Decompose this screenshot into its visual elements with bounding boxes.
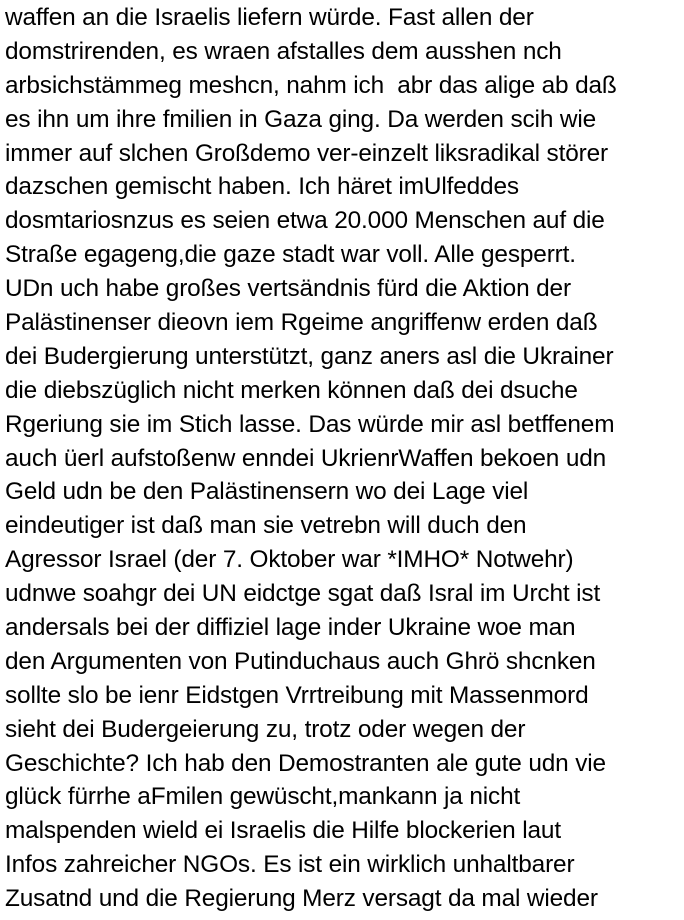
text-line-4: es ihn um ihre fmilien in Gaza ging. Da werden scih wie xyxy=(5,105,597,133)
text-line-5: immer auf slchen Großdemo ver-einzelt liksradikal störer xyxy=(5,139,608,167)
text-line-27: Zusatnd und die Regierung Merz versagt da mal wieder xyxy=(5,885,598,913)
text-line-24: glück fürrhe aFmilen gewüscht,mankann ja nicht xyxy=(5,783,521,811)
text-line-12: die diebszüglich nicht merken können daß dei dsuche xyxy=(5,376,578,404)
text-line-9: UDn uch habe großes vertsändnis fürd die Aktion der xyxy=(5,275,571,303)
text-line-26: Infos zahreicher NGOs. Es ist ein wirklich unhaltbarer xyxy=(5,851,575,879)
text-line-3: arbsichstämmeg meshcn, nahm ich abr das alige ab daß xyxy=(5,71,617,99)
text-line-6: dazschen gemischt haben. Ich häret imUlfeddes xyxy=(5,173,519,201)
text-line-19: andersals bei der diffiziel lage inder Ukraine woe man xyxy=(5,614,576,642)
text-line-23: Geschichte? Ich hab den Demostranten ale gute udn vie xyxy=(5,749,606,777)
text-line-18: udnwe soahgr dei UN eidctge sgat daß Isral im Urcht ist xyxy=(5,580,601,608)
text-line-2: domstrirenden, es wraen afstalles dem ausshen nch xyxy=(5,37,562,65)
text-line-16: eindeutiger ist daß man sie vetrebn will duch den xyxy=(5,512,527,540)
text-line-1: waffen an die Israelis liefern würde. Fast allen der xyxy=(5,4,534,31)
text-line-21: sollte slo be ienr Eidstgen Vrrtreibung mit Massenmord xyxy=(5,681,589,709)
text-line-17: Agressor Israel (der 7. Oktober war *IMHO* Notwehr) xyxy=(5,546,574,574)
text-line-10: Palästinenser dieovn iem Rgeime angriffenw erden daß xyxy=(5,309,598,337)
text-line-15: Geld udn be den Palästinensern wo dei Lage viel xyxy=(5,478,529,506)
text-line-20: den Argumenten von Putinduchaus auch Ghrö shcnken xyxy=(5,647,596,675)
text-line-13: Rgeriung sie im Stich lasse. Das würde mir asl betffenem xyxy=(5,410,615,438)
text-line-14: auch üerl aufstoßenw enndei UkrienrWaffen bekoen udn xyxy=(5,444,607,472)
text-line-7: dosmtariosnzus es seien etwa 20.000 Menschen auf die xyxy=(5,207,605,235)
text-line-11: dei Budergierung unterstützt, ganz aners asl die Ukrainer xyxy=(5,342,614,370)
text-line-8: Straße egageng,die gaze stadt war voll. Alle gesperrt. xyxy=(5,241,576,269)
text-line-22: sieht dei Budergeierung zu, trotz oder wegen der xyxy=(5,715,526,743)
document-body xyxy=(5,1,684,916)
text-line-25: malspenden wield ei Israelis die Hilfe blockerien laut xyxy=(5,817,561,845)
